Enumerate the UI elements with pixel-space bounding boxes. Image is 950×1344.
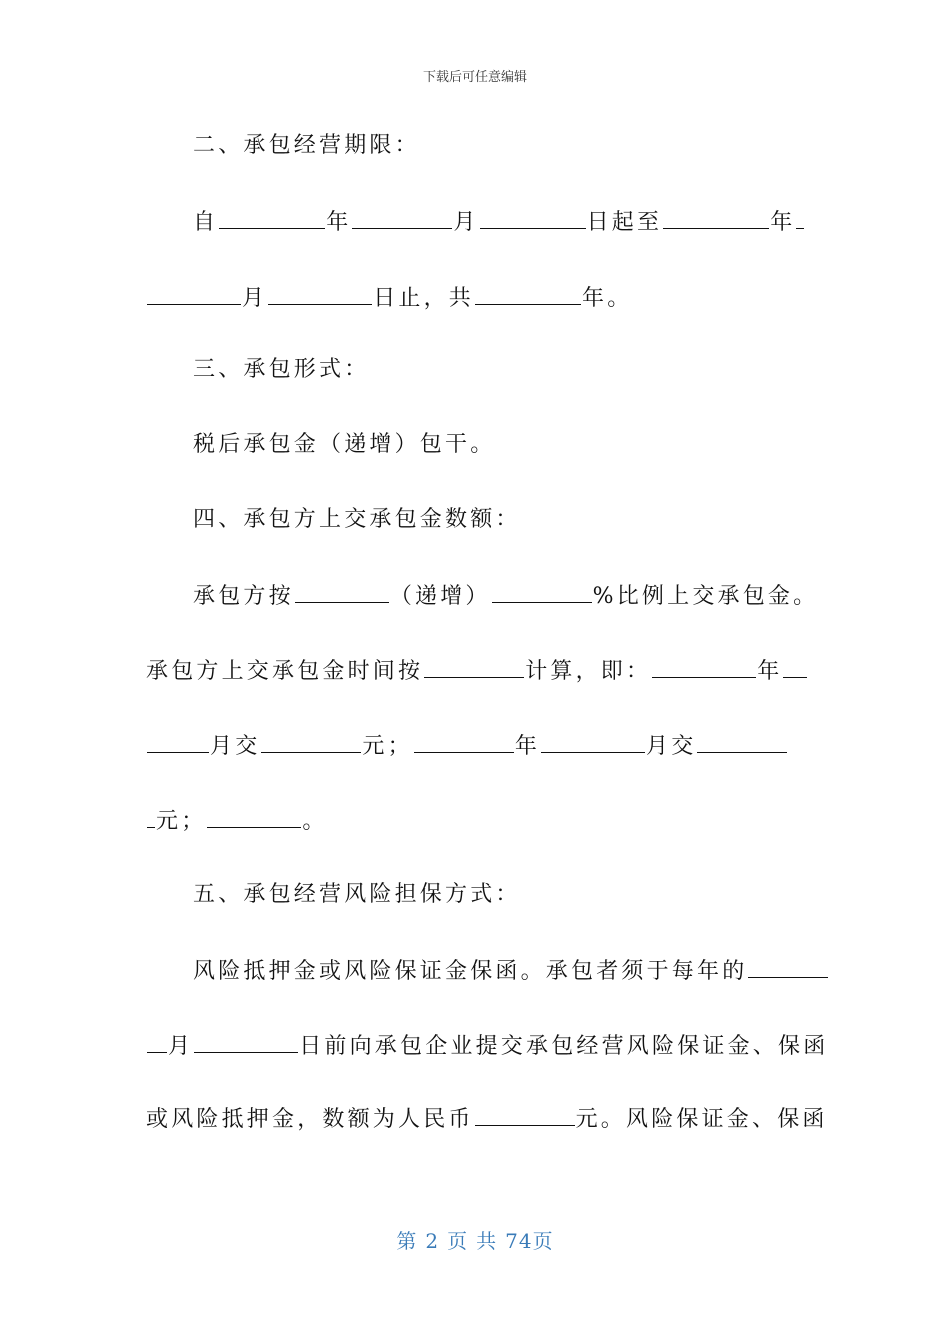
footer-di: 第 [396,1229,418,1253]
blank-end-year[interactable] [663,206,769,229]
text-yuan-guarantee: 元。风险保证金、保函 [575,1107,828,1132]
text-month-3: 月 [168,1034,194,1059]
text-month-pay-2: 月交 [646,734,697,759]
text-year-2: 年 [770,210,796,235]
text-yuan-2: 元； [156,809,207,834]
blank-amount-2-tail[interactable] [147,805,155,828]
blank-amount-1[interactable] [261,730,361,753]
footer-total: 74页 [505,1229,554,1253]
blank-risk-day[interactable] [194,1030,298,1053]
text-yuan: 元； [362,734,413,759]
text-payment-time: 承包方上交承包金时间按 [146,659,424,684]
risk-line-1 [193,955,853,987]
blank-base[interactable] [295,580,389,603]
blank-month-1[interactable] [147,730,209,753]
text-day-total: 日止，共 [373,286,475,311]
text-month-2: 月 [242,286,268,311]
blank-end-year-tail[interactable] [796,206,804,229]
risk-line-2 [146,1030,829,1062]
amount-line-1 [193,580,853,612]
blank-calc-basis[interactable] [424,655,524,678]
text-from: 自 [193,210,219,235]
text-calc: 计算，即： [525,659,652,684]
footer-ye: 页 [447,1229,469,1253]
blank-etc[interactable] [207,805,301,828]
footer-gong: 共 [476,1229,498,1253]
amount-line-3 [146,730,806,762]
blank-year-1[interactable] [652,655,756,678]
section-4-heading: 四、承包方上交承包金数额： [193,507,521,532]
section-2-heading: 二、承包经营期限： [193,133,420,158]
blank-end-day[interactable] [268,282,372,305]
text-period: 。 [302,809,328,834]
section-5-heading: 五、承包经营风险担保方式： [193,882,521,907]
blank-amount-2-head[interactable] [697,730,787,753]
text-years-end: 年。 [582,286,633,311]
blank-start-day[interactable] [480,206,586,229]
blank-rmb-amount[interactable] [475,1103,575,1126]
text-increase: （递增） [389,584,491,609]
risk-line-3 [146,1103,828,1135]
blank-risk-month[interactable] [147,1030,167,1053]
text-year-4: 年 [514,734,541,759]
term-line-2 [146,282,806,314]
amount-line-4 [146,805,806,837]
blank-start-year[interactable] [219,206,325,229]
blank-month-1-head[interactable] [783,655,807,678]
amount-line-2 [146,655,806,687]
text-month: 月 [453,210,479,235]
text-amount-rmb: 或风险抵押金，数额为人民币 [146,1107,474,1132]
section-3-body: 税后承包金（递增）包干。 [193,432,496,457]
footer-page-number: 2 [425,1229,440,1253]
text-risk-deposit: 风险抵押金或风险保证金保函。承包者须于每年的 [193,959,748,984]
page-header: 下载后可任意编辑 [422,70,527,85]
text-year-3: 年 [757,659,783,684]
text-day-until: 日起至 [586,210,663,235]
blank-risk-month-head[interactable] [748,955,828,978]
blank-end-month[interactable] [147,282,241,305]
blank-start-month[interactable] [352,206,452,229]
text-per: 承包方按 [193,584,294,609]
text-year: 年 [326,210,352,235]
blank-ratio[interactable] [492,580,592,603]
text-submit: 日前向承包企业提交承包经营风险保证金、保函 [299,1034,829,1059]
section-3-heading: 三、承包形式： [193,357,370,382]
page-footer [0,1225,950,1254]
term-line-1 [193,206,853,238]
blank-year-2[interactable] [414,730,514,753]
text-month-pay: 月交 [210,734,261,759]
blank-month-2[interactable] [541,730,645,753]
text-ratio-end: %比例上交承包金。 [592,584,819,609]
blank-total-years[interactable] [475,282,581,305]
